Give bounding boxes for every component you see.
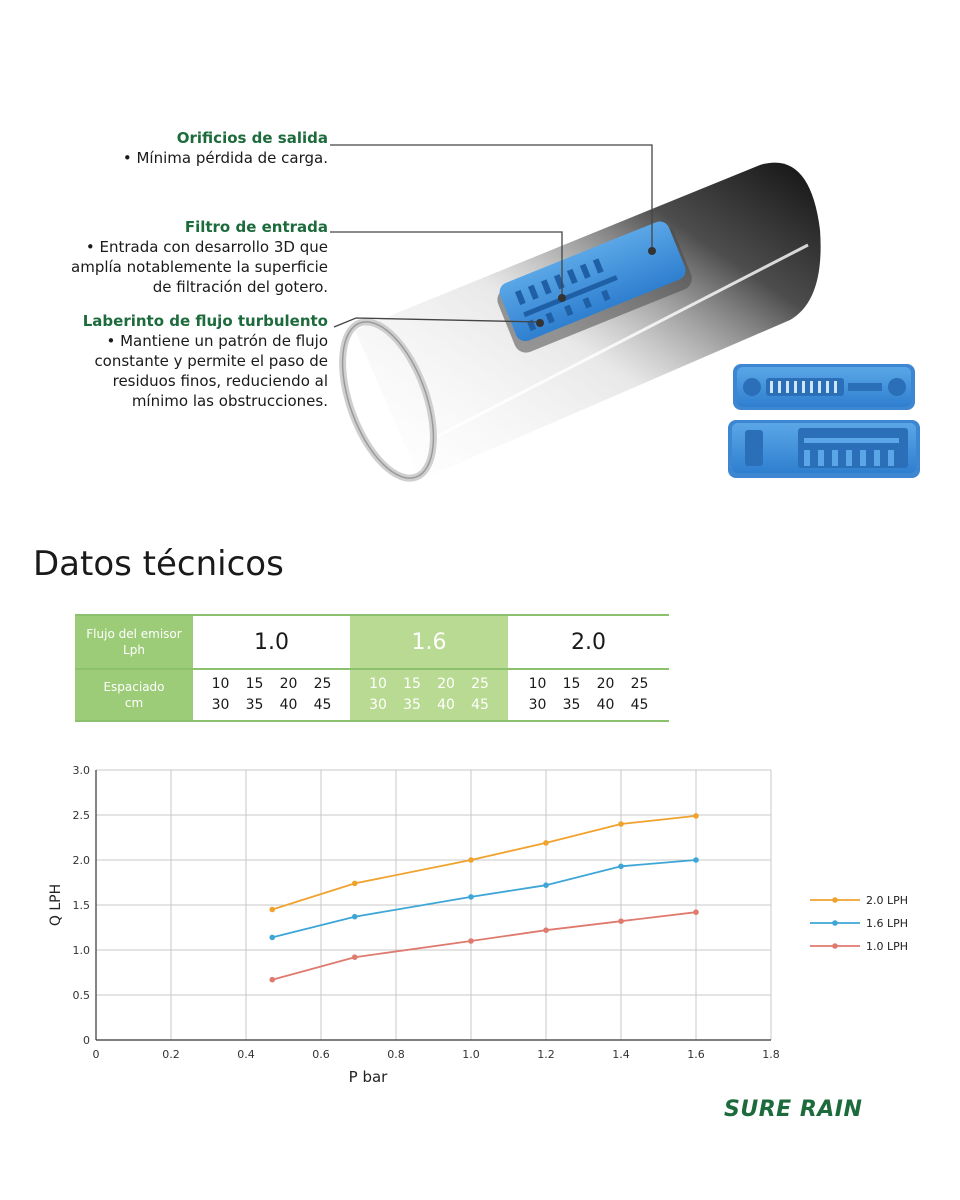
flow-header [75, 615, 193, 669]
x-tick-label: 1.0 [462, 1048, 480, 1061]
spacing-value: 15 [562, 676, 581, 692]
x-tick-label: 0.8 [387, 1048, 405, 1061]
legend-marker [832, 897, 838, 903]
table-row-spacing [75, 669, 669, 721]
data-point [693, 909, 699, 915]
spacing-value: 30 [211, 697, 230, 713]
data-point [269, 977, 275, 983]
data-point [352, 914, 358, 920]
spacing-value: 25 [471, 676, 489, 692]
x-tick-label: 1.2 [537, 1048, 555, 1061]
legend-marker [832, 943, 838, 949]
data-point [693, 813, 699, 819]
data-point [618, 821, 624, 827]
callout-line: amplía notablemente la superficie [71, 258, 328, 276]
y-tick-label: 2.5 [72, 809, 90, 822]
spacing-value: 45 [630, 697, 649, 713]
spacing-value: 20 [437, 676, 455, 692]
spacing-unit: cm [124, 696, 144, 710]
data-point [352, 954, 358, 960]
callout-title: Filtro de entrada [184, 218, 328, 236]
data-point [618, 918, 624, 924]
spacing-header [75, 669, 193, 721]
section-title: Datos técnicos [33, 544, 284, 584]
flow-value-3: 2.0 [508, 615, 669, 669]
y-tick-label: 0.5 [72, 989, 90, 1002]
callout-line: mínimo las obstrucciones. [131, 392, 328, 410]
spacing-value: 30 [369, 697, 387, 713]
spacing-value: 35 [403, 697, 421, 713]
spacing-value: 20 [279, 676, 298, 692]
spacing-value: 40 [437, 697, 455, 713]
callout-line: constante y permite el paso de [94, 352, 328, 370]
spacing-cell [350, 669, 508, 721]
callout-inlet-filter [28, 217, 328, 297]
y-axis-label: Q LPH [48, 883, 64, 927]
callout-outlet-orifices [28, 128, 328, 168]
x-tick-label: 1.6 [687, 1048, 705, 1061]
spacing-value: 45 [313, 697, 332, 713]
data-point [269, 907, 275, 913]
callout-line: • Mantiene un patrón de flujo [106, 332, 328, 350]
data-point [468, 857, 474, 863]
spacing-value: 25 [630, 676, 649, 692]
spacing-value: 10 [528, 676, 547, 692]
spacing-cell [508, 669, 669, 721]
spacing-value: 40 [279, 697, 298, 713]
dripper-part-top [733, 364, 915, 410]
x-tick-label: 1.4 [612, 1048, 630, 1061]
spacing-value: 10 [211, 676, 230, 692]
x-axis-label: P bar [348, 1068, 388, 1086]
spec-table [75, 614, 669, 722]
callout-line: • Mínima pérdida de carga. [122, 149, 328, 167]
data-point [269, 935, 275, 941]
data-point [543, 927, 549, 933]
x-tick-label: 0.4 [237, 1048, 255, 1061]
data-point [468, 938, 474, 944]
data-point [352, 881, 358, 887]
spacing-value: 10 [369, 676, 387, 692]
spacing-value: 20 [596, 676, 615, 692]
spacing-value: 25 [313, 676, 332, 692]
x-tick-label: 0.2 [162, 1048, 180, 1061]
brand-logo: SURE RAIN [724, 1097, 863, 1122]
spacing-value: 15 [245, 676, 264, 692]
flow-label: Flujo del emisor [86, 627, 182, 641]
table-row-flow [75, 615, 669, 669]
callout-line: • Entrada con desarrollo 3D que [85, 238, 328, 256]
callout-line: residuos finos, reduciendo al [112, 372, 328, 390]
spacing-value: 40 [596, 697, 615, 713]
spacing-value: 35 [562, 697, 581, 713]
legend-label: 1.6 LPH [866, 917, 909, 930]
x-tick-label: 0.6 [312, 1048, 330, 1061]
flow-value-2: 1.6 [350, 615, 508, 669]
callout-title: Laberinto de flujo turbulento [82, 312, 328, 330]
data-point [543, 882, 549, 888]
legend-label: 1.0 LPH [866, 940, 909, 953]
y-tick-label: 3.0 [72, 764, 90, 777]
y-tick-label: 1.5 [72, 899, 90, 912]
flow-value-1: 1.0 [193, 615, 350, 669]
spacing-value: 35 [245, 697, 264, 713]
x-tick-label: 1.8 [762, 1048, 780, 1061]
x-tick-label: 0 [92, 1048, 100, 1061]
spacing-value: 15 [403, 676, 421, 692]
callout-title: Orificios de salida [176, 129, 328, 147]
data-point [618, 864, 624, 870]
callout-turbulent-labyrinth [28, 311, 328, 411]
spacing-value: 30 [528, 697, 547, 713]
series-line [272, 860, 696, 937]
spacing-value: 45 [471, 697, 489, 713]
legend-marker [832, 920, 838, 926]
spacing-label: Espaciado [103, 680, 165, 694]
y-tick-label: 2.0 [72, 854, 90, 867]
flow-pressure-chart [0, 755, 960, 1095]
legend-label: 2.0 LPH [866, 894, 909, 907]
y-tick-label: 1.0 [72, 944, 90, 957]
flow-unit: Lph [123, 643, 145, 657]
y-tick-label: 0 [83, 1034, 90, 1047]
callout-line: de filtración del gotero. [152, 278, 328, 296]
spacing-cell [193, 669, 350, 721]
data-point [693, 857, 699, 863]
data-point [543, 840, 549, 846]
dripper-part-bottom [728, 420, 920, 478]
data-point [468, 894, 474, 900]
